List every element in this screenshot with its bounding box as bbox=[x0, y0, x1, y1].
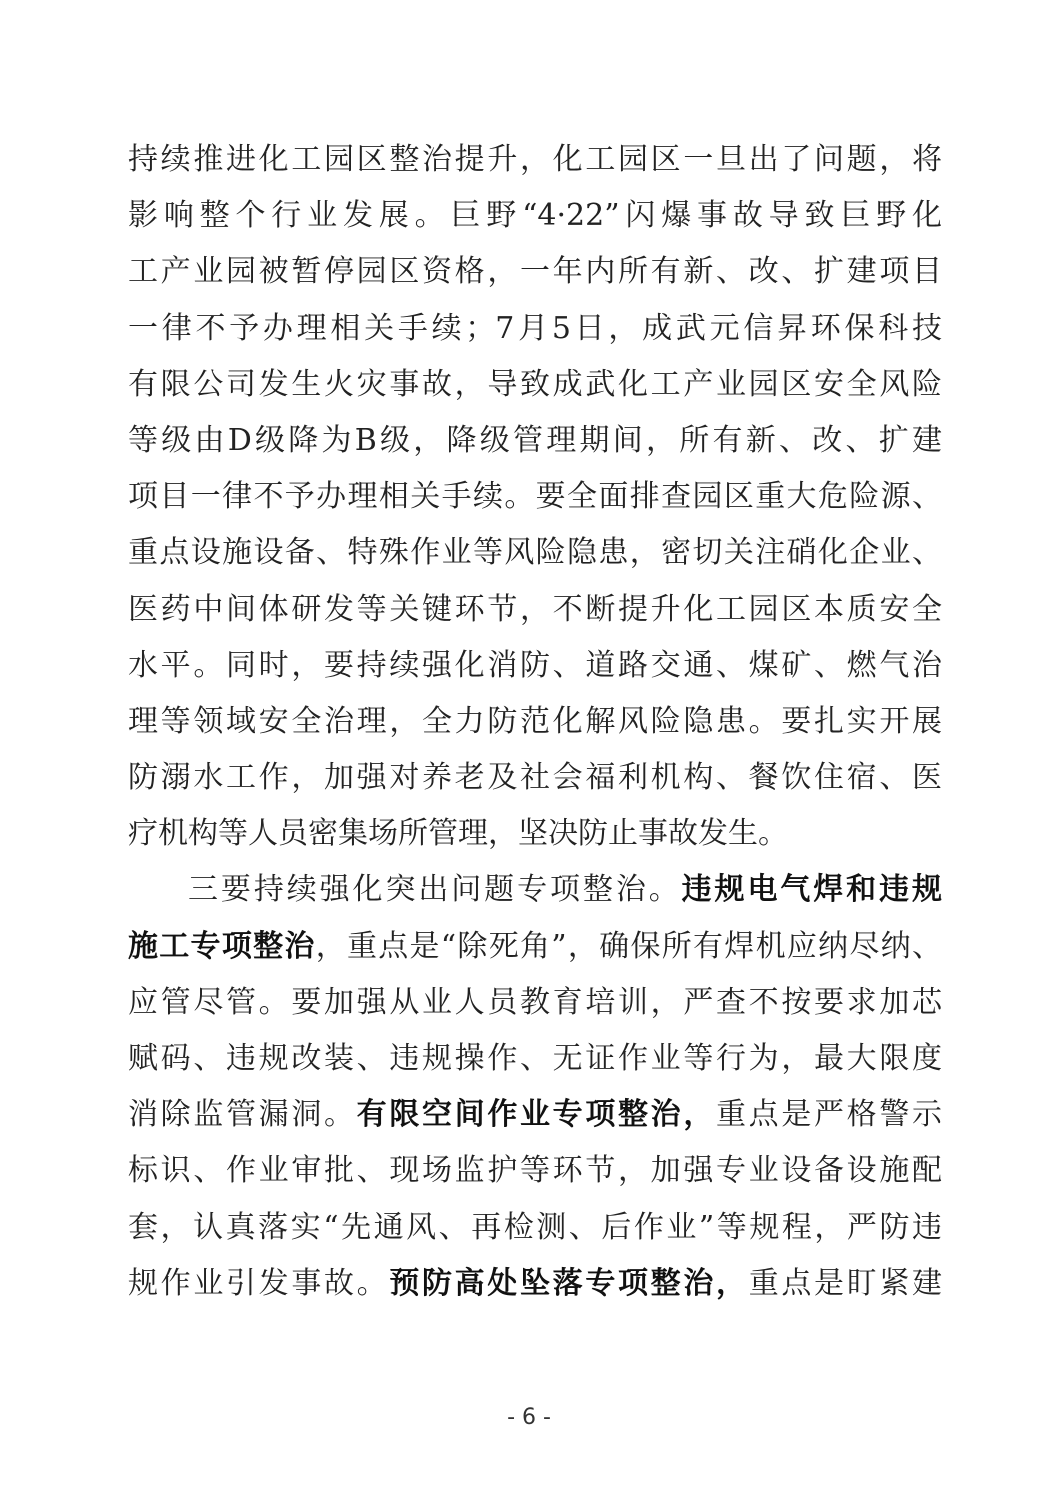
text-line bbox=[128, 357, 942, 413]
text-line bbox=[128, 919, 942, 975]
text-line bbox=[128, 862, 942, 918]
text-segment: 套，认真落实“先通风、再检测、后作业”等规程，严防违 bbox=[128, 1209, 942, 1245]
text-segment: 水平。同时，要持续强化消防、道路交通、煤矿、燃气治 bbox=[128, 647, 942, 683]
text-line bbox=[128, 1031, 942, 1087]
text-line bbox=[128, 806, 942, 862]
text-segment: 工产业园被暂停园区资格，一年内所有新、改、扩建项目 bbox=[128, 254, 942, 290]
text-line bbox=[128, 694, 942, 750]
text-segment: 影响整个行业发展。巨野“4·22”闪爆事故导致巨野化 bbox=[128, 198, 942, 234]
text-line bbox=[128, 1143, 942, 1199]
text-segment: ，重点是“除死角”，确保所有焊机应纳尽纳、 bbox=[315, 928, 942, 964]
text-line bbox=[128, 244, 942, 300]
text-segment: 等级由D级降为B级，降级管理期间，所有新、改、扩建 bbox=[128, 422, 942, 458]
text-segment: 消除监管漏洞。 bbox=[128, 1097, 357, 1133]
text-segment: 持续推进化工园区整治提升，化工园区一旦出了问题，将 bbox=[128, 142, 942, 177]
text-segment: 规作业引发事故。 bbox=[128, 1265, 390, 1301]
text-line bbox=[128, 469, 942, 525]
text-segment: 防溺水工作，加强对养老及社会福利机构、餐饮住宿、医 bbox=[128, 760, 942, 796]
text-segment: 重点是严格警示 bbox=[716, 1097, 942, 1133]
text-line bbox=[128, 525, 942, 581]
text-line bbox=[128, 975, 942, 1031]
text-line bbox=[128, 638, 942, 694]
bold-heading-segment: 施工专项整治 bbox=[128, 928, 316, 964]
text-segment: 重点设施设备、特殊作业等风险隐患，密切关注硝化企业、 bbox=[128, 535, 942, 571]
text-line bbox=[128, 1200, 942, 1256]
bold-heading-segment: 有限空间作业专项整治， bbox=[356, 1097, 717, 1133]
text-line bbox=[128, 188, 942, 244]
page-number: - 6 - bbox=[507, 1405, 551, 1430]
text-line bbox=[128, 582, 942, 638]
text-segment: 应管尽管。要加强从业人员教育培训，严查不按要求加芯 bbox=[128, 984, 942, 1020]
text-segment: 三要持续强化突出问题专项整治。 bbox=[188, 872, 682, 908]
text-line bbox=[128, 750, 942, 806]
text-line bbox=[128, 413, 942, 469]
text-segment: 标识、作业审批、现场监护等环节，加强专业设备设施配 bbox=[128, 1153, 942, 1189]
text-segment: 赋码、违规改装、违规操作、无证作业等行为，最大限度 bbox=[128, 1041, 942, 1076]
bold-heading-segment: 违规电气焊和违规 bbox=[681, 872, 942, 908]
text-segment: 有限公司发生火灾事故，导致成武化工产业园区安全风险 bbox=[128, 366, 942, 402]
text-segment: 理等领域安全治理，全力防范化解风险隐患。要扎实开展 bbox=[128, 703, 942, 739]
text-line bbox=[128, 1087, 942, 1143]
text-line bbox=[128, 301, 942, 357]
body-text bbox=[128, 132, 942, 1312]
text-line bbox=[128, 132, 942, 188]
text-line bbox=[128, 1256, 942, 1312]
text-segment: 医药中间体研发等关键环节，不断提升化工园区本质安全 bbox=[128, 591, 942, 627]
text-segment: 重点是盯紧建 bbox=[748, 1265, 942, 1301]
bold-heading-segment: 预防高处坠落专项整治， bbox=[389, 1265, 749, 1301]
text-segment: 项目一律不予办理相关手续。要全面排查园区重大危险源、 bbox=[128, 479, 942, 515]
text-segment: 一律不予办理相关手续；7月5日，成武元信昇环保科技 bbox=[128, 310, 942, 346]
text-segment: 疗机构等人员密集场所管理，坚决防止事故发生。 bbox=[128, 816, 788, 852]
